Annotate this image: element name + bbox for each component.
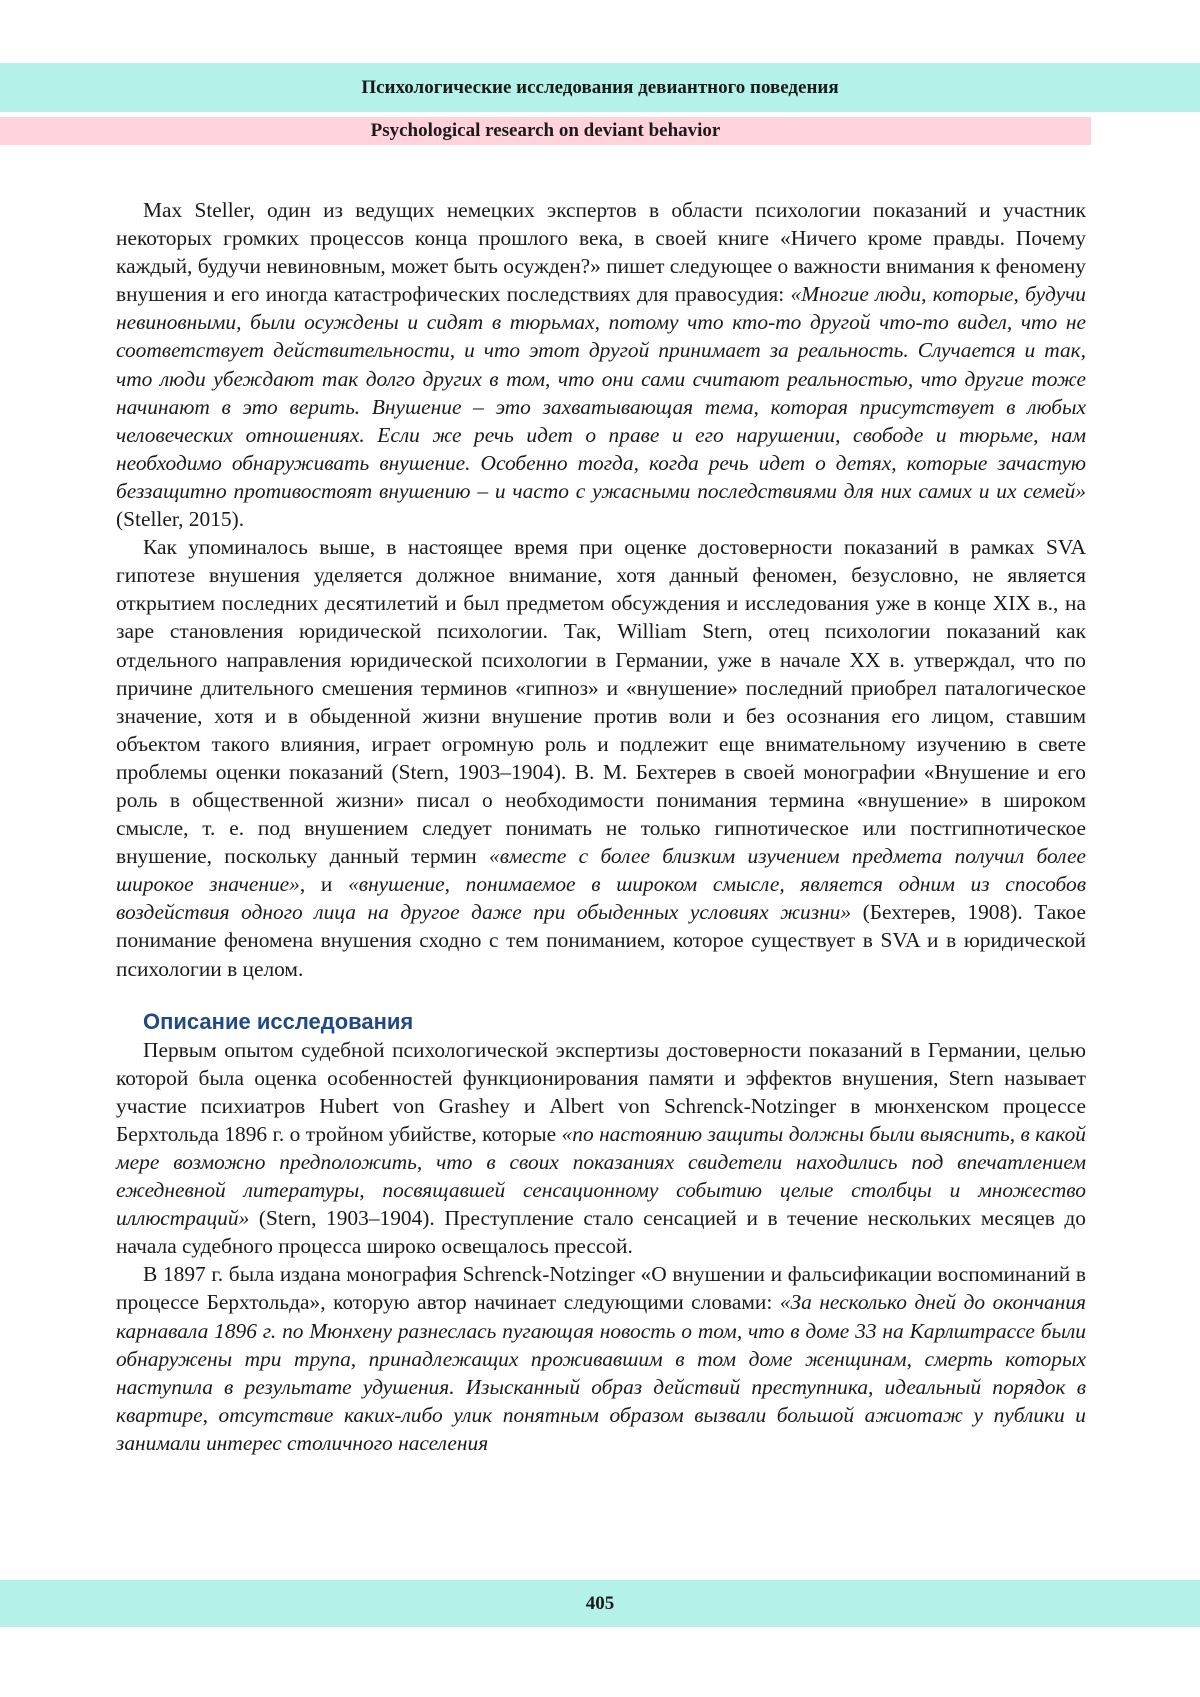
header-title-ru: Психологические исследования девиантного поведения: [361, 76, 839, 98]
paragraph-text: (Бехтерев, 1908). Такое понимание феномена внушения сходно с тем пониманием, которое существует в SVA и в юридической психологии в целом.: [116, 900, 1086, 981]
italic-quote: «по настоянию защиты должны были выяснить, в какой мере возможно предположить, что в своих показаниях свидетели находились под впечатлением ежедневной литературы, посвящавшей сенсационному событию целые столбцы и множество иллюстраций»: [116, 1121, 1086, 1231]
section-heading: Описание исследования: [143, 1008, 414, 1034]
paragraph-stern-bekhterev: [116, 533, 1086, 983]
paragraph-monograph-1897: [116, 1260, 1086, 1457]
italic-quote: «За несколько дней до окончания карнавала 1896 г. по Мюнхену разнеслась пугающая новость о том, что в доме 33 на Карлштрассе были обнаружены три трупа, принадлежащих проживавшим в том доме женщинам, смерть которых наступила в результате удушения. Изысканный образ действий преступника, идеальный порядок в квартире, отсутствие каких-либо улик понятным образом вызвали большой ажиотаж у публики и занимали интерес столичного населения: [116, 1290, 1086, 1455]
page-footer: [0, 1580, 1200, 1627]
page-number: 405: [585, 1592, 615, 1614]
citation: (Steller, 2015).: [116, 507, 245, 532]
italic-quote: «внушение, понимаемое в широком смысле, является одним из способов воздействия одного лица на другое даже при обыденных условиях жизни»: [116, 872, 1087, 925]
paragraph-steller: [116, 196, 1086, 533]
paragraph-text: В 1897 г. была издана монография Schrenck-Notzinger «О внушении и фальсификации воспоминаний в процессе Берхтольда», которую автор начинает следующими словами:: [116, 1262, 1086, 1315]
italic-quote: «Многие люди, которые, будучи невиновными, были осуждены и сидят в тюрьмах, потому что кто-то другой что-то видел, что не соответствует действительности, и что этот другой принимает за реальность. Случается и так, что люди убеждают так долго других в том, что они сами считают реальностью, что другие тоже начинают в это верить. Внушение – это захватывающая тема, которая присутствует в любых человеческих отношениях. Если же речь идет о праве и его нарушении, свободе и тюрьме, нам необходимо обнаруживать внушение. Особенно тогда, когда речь идет о детях, которые зачастую беззащитно противостоят внушению – и часто с ужасными последствиями для них самих и их семей»: [116, 282, 1086, 503]
paragraph-first-expertise: [116, 1036, 1086, 1261]
paragraph-text: Первым опытом судебной психологической экспертизы достоверности показаний в Германии, целью которой была оценка особенностей функционирования памяти и эффектов внушения, Stern называет участие психиатров Hubert von Grashey и Albert von Schrenck-Notzinger в мюнхенском процессе Берхтольда 1896 г. о тройном убийстве, которые: [116, 1037, 1086, 1146]
paragraph-text: Как упоминалось выше, в настоящее время при оценке достоверности показаний в рамках SVA гипотезе внушения уделяется должное внимание, хотя данный феномен, безусловно, не является открытием последних десятилетий и был предметом обсуждения и исследования уже в конце XIX в., на заре становления юридической психологии. Так, William Stern, отец психологии показаний как отдельного направления юридической психологии в Германии, уже в начале XX в. утверждал, что по причине длительного смешения терминов «гипноз» и «внушение» последний приобрел паталогическое значение, хотя и в обыденной жизни внушение против воли и без осознания его лицом, ставшим объектом такого влияния, играет огромную роль и подлежит еще внимательному изучению в свете проблемы оценки показаний (Stern, 1903–1904). В. М. Бехтерев в своей монографии «Внушение и его роль в общественной жизни» писал о необходимости понимания термина «внушение» в широком смысле, т. е. под внушением следует понимать не только гипнотическое или постгипнотическое внушение, поскольку данный термин: [116, 535, 1086, 869]
italic-quote: «вместе с более близким изучением предмета получил более широкое значение»: [116, 844, 1086, 897]
paragraph-text: Max Steller, один из ведущих немецких экспертов в области психологии показаний и участник некоторых громких процессов конца прошлого века, в своей книге «Ничего кроме правды. Почему каждый, будучи невиновным, может быть осужден?» пишет следующее о важности внимания к феномену внушения и его иногда катастрофических последствиях для правосудия:: [116, 198, 1086, 307]
paragraph-text: (Stern, 1903–1904). Преступление стало сенсацией и в течение нескольких месяцев до начала судебного процесса широко освещалось прессой.: [116, 1206, 1086, 1259]
paragraph-text: , и: [299, 872, 349, 897]
running-header-english: [0, 117, 1091, 145]
running-header-russian: [0, 63, 1200, 112]
header-title-en: Psychological research on deviant behavior: [370, 120, 721, 141]
article-body: [116, 196, 1086, 1457]
